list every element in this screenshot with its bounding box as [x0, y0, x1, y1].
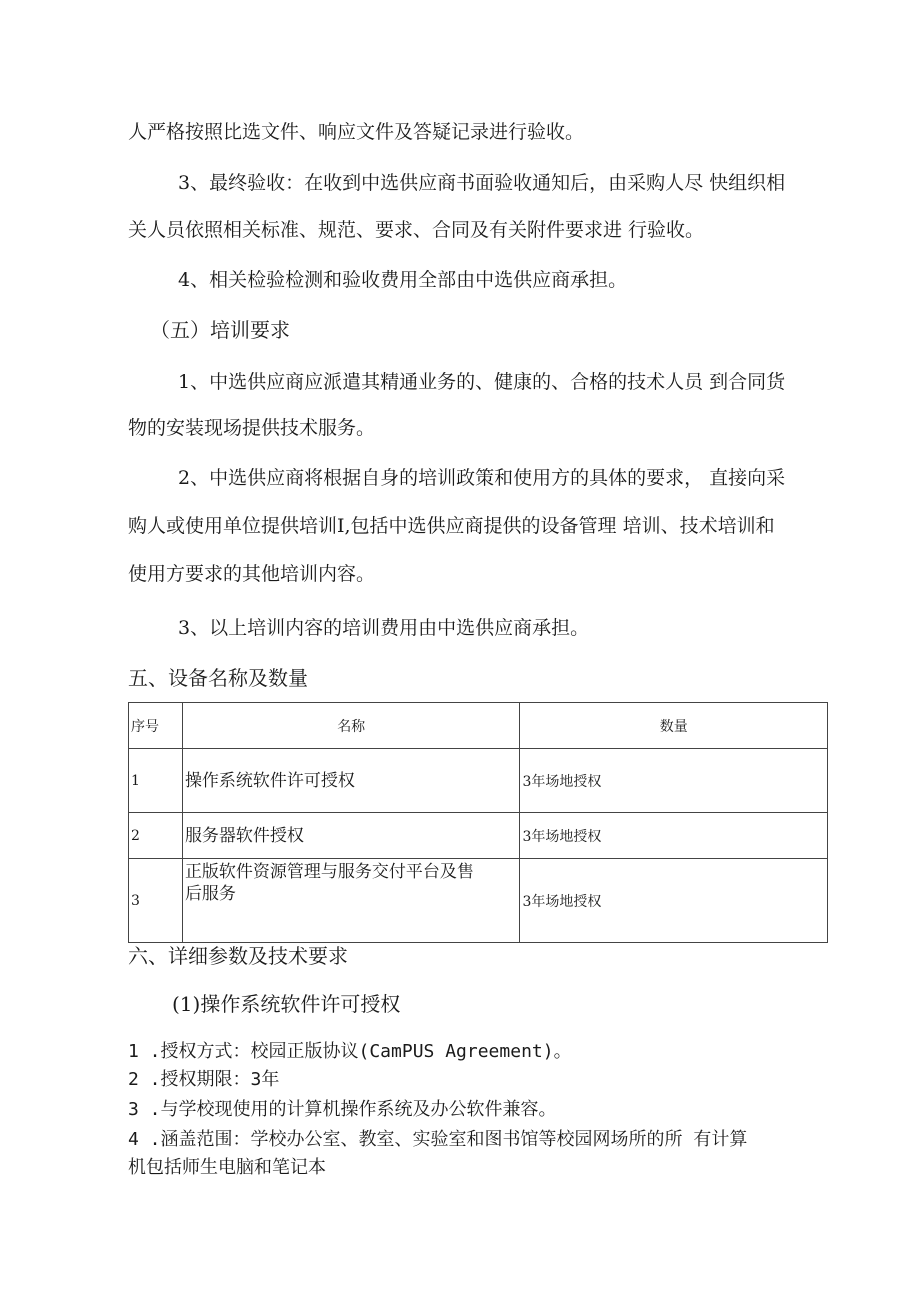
section-params-heading: 六、详细参数及技术要求: [128, 944, 348, 968]
paragraph-training-2b: 购人或使用单位提供培训I,包括中选供应商提供的设备管理 培训、技术培训和: [128, 515, 775, 537]
row-index: 3: [129, 859, 183, 943]
paragraph-training-1b: 物的安装现场提供技术服务。: [128, 417, 376, 439]
paragraph-training-1a: 1、中选供应商应派遣其精通业务的、健康的、合格的技术人员 到合同货: [178, 371, 786, 393]
table-row: [129, 859, 828, 943]
table-row: [129, 749, 828, 813]
row-name-line-1: 正版软件资源管理与服务交付平台及售: [184, 862, 474, 882]
section-equipment-heading: 五、设备名称及数量: [128, 666, 308, 690]
header-quantity: 数量: [520, 703, 828, 749]
list-item: 1 .授权方式：校园正版协议(CamPUS Agreement)。: [128, 1041, 572, 1062]
section-training-heading: （五）培训要求: [150, 318, 290, 342]
row-name: 操作系统软件许可授权: [182, 749, 520, 813]
paragraph-inspection-fees: 4、相关检验检测和验收费用全部由中选供应商承担。: [178, 269, 628, 291]
params-subtitle: (1)操作系统软件许可授权: [172, 992, 401, 1016]
row-index: 1: [129, 749, 183, 813]
list-item: 机包括师生电脑和笔记本: [128, 1157, 326, 1178]
paragraph-training-2a: 2、中选供应商将根据自身的培训政策和使用方的具体的要求， 直接向采: [178, 467, 786, 489]
row-index: 2: [129, 813, 183, 859]
list-item: 3 .与学校现使用的计算机操作系统及办公软件兼容。: [128, 1099, 557, 1120]
row-name: [182, 859, 520, 943]
paragraph-training-2c: 使用方要求的其他培训内容。: [128, 563, 376, 585]
paragraph-final-acceptance-2: 关人员依照相关标准、规范、要求、合同及有关附件要求进 行验收。: [128, 219, 705, 241]
paragraph-training-3: 3、以上培训内容的培训费用由中选供应商承担。: [178, 617, 590, 639]
table-row: [129, 813, 828, 859]
row-quantity: 3年场地授权: [520, 813, 828, 859]
paragraph-acceptance-cont: 人严格按照比选文件、响应文件及答疑记录进行验收。: [128, 121, 585, 143]
row-quantity: 3年场地授权: [520, 859, 828, 943]
list-item: 2 .授权期限：3年: [128, 1069, 280, 1090]
row-quantity: 3年场地授权: [520, 749, 828, 813]
list-item: 4 .涵盖范围：学校办公室、教室、实验室和图书馆等校园网场所的所 有计算: [128, 1129, 748, 1150]
paragraph-final-acceptance-1: 3、最终验收：在收到中选供应商书面验收通知后，由采购人尽 快组织相: [178, 172, 786, 194]
row-name: 服务器软件授权: [182, 813, 520, 859]
equipment-table: [128, 702, 828, 943]
row-name-line-2: 后服务: [184, 884, 236, 904]
header-index: 序号: [129, 703, 183, 749]
header-name: 名称: [182, 703, 520, 749]
table-header-row: [129, 703, 828, 749]
